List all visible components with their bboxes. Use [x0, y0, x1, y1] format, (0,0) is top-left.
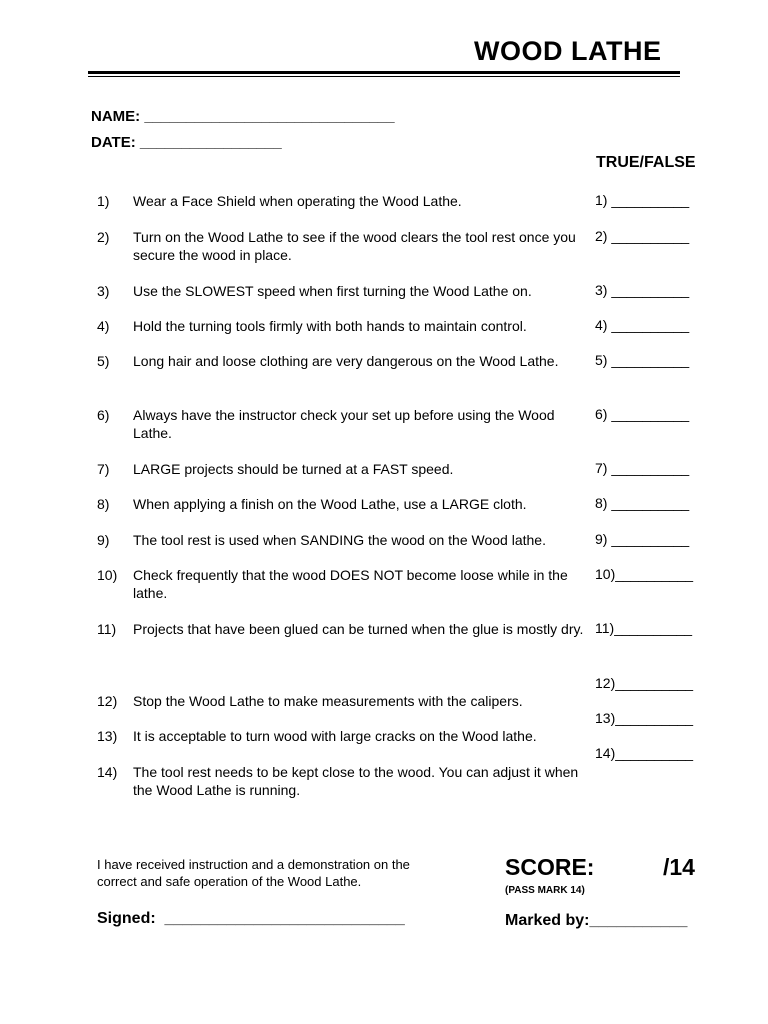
title-rule-thin — [88, 76, 680, 77]
question-text: Always have the instructor check your set up before using the Wood Lathe. — [133, 407, 555, 441]
answer-blank[interactable]: 11)__________ — [595, 620, 693, 636]
question-number: 7) — [97, 461, 110, 477]
question-number: 10) — [97, 567, 118, 583]
question-number: 5) — [97, 353, 110, 369]
page-title: WOOD LATHE — [474, 36, 662, 66]
name-field[interactable]: NAME: ______________________________ — [91, 108, 395, 125]
question-text: Check frequently that the wood DOES NOT become loose while in the lathe. — [133, 567, 568, 601]
marked-by-field[interactable]: Marked by:___________ — [505, 912, 688, 929]
question-number: 2) — [97, 229, 110, 245]
answer-blank[interactable]: 14)__________ — [595, 745, 694, 761]
answer-blank[interactable]: 10)__________ — [595, 566, 694, 582]
question-text: LARGE projects should be turned at a FAST speed. — [133, 461, 454, 477]
question-text: Stop the Wood Lathe to make measurements with the calipers. — [133, 693, 523, 709]
signature-field[interactable]: Signed: ___________________________ — [97, 910, 405, 927]
question-number: 1) — [97, 193, 110, 209]
question-number: 11) — [97, 621, 117, 637]
score-label: SCORE: — [505, 854, 595, 880]
question-number: 12) — [97, 693, 118, 709]
question-number: 9) — [97, 532, 110, 548]
answer-blank[interactable]: 12)__________ — [595, 675, 694, 691]
question-text: Use the SLOWEST speed when first turning the Wood Lathe on. — [133, 283, 532, 299]
question-number: 3) — [97, 283, 110, 299]
question-text: The tool rest needs to be kept close to the wood. You can adjust it when the Wood Lathe is running. — [133, 764, 579, 798]
question-text: Hold the turning tools firmly with both hands to maintain control. — [133, 318, 527, 334]
question-text: It is acceptable to turn wood with large cracks on the Wood lathe. — [133, 728, 537, 744]
question-text: Wear a Face Shield when operating the Wood Lathe. — [133, 193, 462, 209]
question-number: 13) — [97, 728, 118, 744]
question-text: The tool rest is used when SANDING the wood on the Wood lathe. — [133, 532, 546, 548]
true-false-heading: TRUE/FALSE — [596, 154, 696, 171]
answer-blank[interactable]: 8) __________ — [595, 495, 690, 511]
title-rule-thick — [88, 71, 680, 74]
score-total: /14 — [663, 854, 695, 880]
pass-mark: (PASS MARK 14) — [505, 885, 585, 896]
answer-blank[interactable]: 9) __________ — [595, 531, 690, 547]
question-text: Long hair and loose clothing are very dangerous on the Wood Lathe. — [133, 353, 559, 369]
answer-blank[interactable]: 7) __________ — [595, 460, 690, 476]
answer-blank[interactable]: 3) __________ — [595, 282, 690, 298]
question-number: 4) — [97, 318, 110, 334]
question-text: Projects that have been glued can be turned when the glue is mostly dry. — [133, 621, 584, 637]
instruction-notice: I have received instruction and a demonstration on the correct and safe operation of the Wood Lathe. — [97, 857, 410, 889]
answer-blank[interactable]: 2) __________ — [595, 228, 690, 244]
answer-blank[interactable]: 1) __________ — [595, 192, 690, 208]
answer-blank[interactable]: 4) __________ — [595, 317, 690, 333]
answer-blank[interactable]: 6) __________ — [595, 406, 690, 422]
question-number: 6) — [97, 407, 110, 423]
question-number: 8) — [97, 496, 110, 512]
question-number: 14) — [97, 764, 118, 780]
answer-blank[interactable]: 5) __________ — [595, 352, 690, 368]
question-text: Turn on the Wood Lathe to see if the wood clears the tool rest once you secure the wood in place. — [133, 229, 576, 263]
question-text: When applying a finish on the Wood Lathe, use a LARGE cloth. — [133, 496, 527, 512]
answer-blank[interactable]: 13)__________ — [595, 710, 694, 726]
date-field[interactable]: DATE: _________________ — [91, 134, 282, 151]
